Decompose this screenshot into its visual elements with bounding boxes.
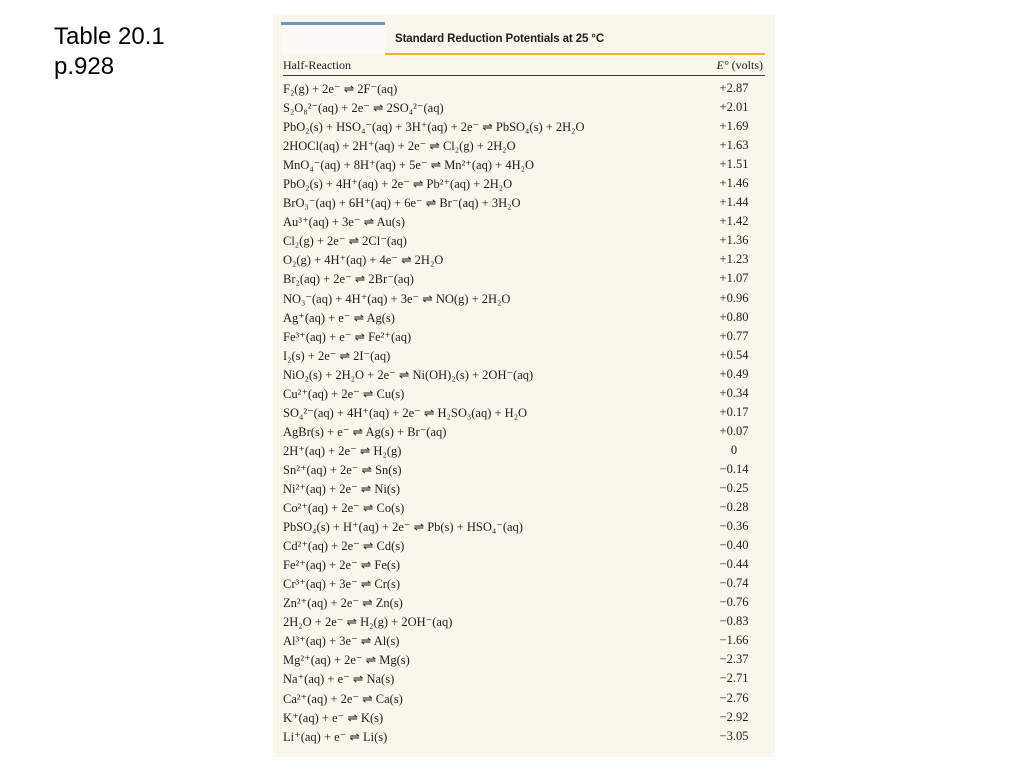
potential-cell: −1.66	[719, 633, 749, 648]
half-reaction-cell: Ni²⁺(aq) + 2e⁻ ⇌ Ni(s)	[283, 481, 401, 496]
potential-cell: +1.63	[719, 138, 749, 153]
potential-cell: −0.44	[719, 557, 749, 572]
half-reaction-cell: Al³⁺(aq) + 3e⁻ ⇌ Al(s)	[283, 634, 400, 649]
table-row	[283, 593, 765, 612]
potential-cell: −0.14	[719, 461, 749, 476]
potential-cell: −0.36	[719, 519, 749, 534]
half-reaction-cell: I₂(s) + 2e⁻ ⇌ 2I⁻(aq)	[283, 348, 391, 363]
half-reaction-cell: NiO₂(s) + 2H₂O + 2e⁻ ⇌ Ni(OH)₂(s) + 2OH⁻(aq)	[283, 367, 534, 382]
potential-cell: +0.54	[719, 347, 749, 362]
table-row	[283, 231, 765, 250]
table-row	[283, 346, 765, 365]
page-reference: p.928	[54, 53, 115, 80]
title-tab	[281, 22, 385, 55]
potential-cell: −2.92	[719, 709, 749, 724]
half-reaction-cell: PbO₂(s) + HSO₄⁻(aq) + 3H⁺(aq) + 2e⁻ ⇌ PbSO₄(s) + 2H₂O	[283, 120, 585, 135]
table-title-bar	[281, 22, 765, 56]
table-row	[283, 212, 765, 231]
table-row	[283, 384, 765, 403]
table-row	[283, 79, 765, 98]
half-reaction-cell: BrO₃⁻(aq) + 6H⁺(aq) + 6e⁻ ⇌ Br⁻(aq) + 3H₂O	[283, 196, 521, 211]
table-body	[283, 79, 765, 746]
half-reaction-cell: PbSO₄(s) + H⁺(aq) + 2e⁻ ⇌ Pb(s) + HSO₄⁻(aq)	[283, 520, 523, 535]
slide-caption	[54, 22, 254, 82]
table-row	[283, 555, 765, 574]
potential-cell: 0	[730, 442, 738, 457]
table-row	[283, 308, 765, 327]
half-reaction-cell: Cr³⁺(aq) + 3e⁻ ⇌ Cr(s)	[283, 577, 401, 592]
table-row	[283, 631, 765, 650]
half-reaction-cell: Fe³⁺(aq) + e⁻ ⇌ Fe²⁺(aq)	[283, 329, 412, 344]
table-row	[283, 498, 765, 517]
potential-cell: +0.96	[719, 290, 749, 305]
table-row	[283, 460, 765, 479]
potential-cell: −0.25	[719, 480, 749, 495]
half-reaction-cell: Cd²⁺(aq) + 2e⁻ ⇌ Cd(s)	[283, 539, 405, 554]
table-row	[283, 289, 765, 308]
potential-cell: +1.51	[719, 157, 749, 172]
table-row	[283, 327, 765, 346]
potential-unit: (volts)	[731, 58, 763, 72]
table-row	[283, 441, 765, 460]
half-reaction-cell: S₂O₈²⁻(aq) + 2e⁻ ⇌ 2SO₄²⁻(aq)	[283, 101, 444, 116]
half-reaction-cell: 2H₂O + 2e⁻ ⇌ H₂(g) + 2OH⁻(aq)	[283, 615, 453, 630]
half-reaction-cell: Zn²⁺(aq) + 2e⁻ ⇌ Zn(s)	[283, 596, 403, 611]
half-reaction-cell: Cu²⁺(aq) + 2e⁻ ⇌ Cu(s)	[283, 386, 405, 401]
half-reaction-cell: MnO₄⁻(aq) + 8H⁺(aq) + 5e⁻ ⇌ Mn²⁺(aq) + 4H₂O	[283, 158, 534, 173]
potential-cell: +0.80	[719, 309, 749, 324]
half-reaction-cell: Mg²⁺(aq) + 2e⁻ ⇌ Mg(s)	[283, 653, 410, 668]
half-reaction-cell: Sn²⁺(aq) + 2e⁻ ⇌ Sn(s)	[283, 462, 402, 477]
half-reaction-cell: Li⁺(aq) + e⁻ ⇌ Li(s)	[283, 729, 388, 744]
potential-cell: +2.87	[719, 81, 749, 95]
reduction-potentials-table	[273, 15, 775, 757]
half-reaction-cell: F₂(g) + 2e⁻ ⇌ 2F⁻(aq)	[283, 82, 398, 96]
potential-cell: +1.46	[719, 176, 749, 191]
potential-cell: +0.77	[719, 328, 749, 343]
table-row	[283, 250, 765, 269]
table-row	[283, 517, 765, 536]
half-reaction-cell: 2H⁺(aq) + 2e⁻ ⇌ H₂(g)	[283, 443, 402, 458]
potential-cell: −0.76	[719, 595, 749, 610]
potential-cell: −2.76	[719, 690, 749, 705]
table-row	[283, 174, 765, 193]
potential-cell: +1.69	[719, 119, 749, 134]
half-reaction-cell: Co²⁺(aq) + 2e⁻ ⇌ Co(s)	[283, 501, 405, 516]
table-row	[283, 708, 765, 727]
potential-cell: −3.05	[719, 728, 749, 743]
potential-cell: −2.71	[719, 671, 749, 686]
half-reaction-cell: Ag⁺(aq) + e⁻ ⇌ Ag(s)	[283, 310, 395, 325]
table-row	[283, 422, 765, 441]
potential-cell: −0.74	[719, 576, 749, 591]
half-reaction-cell: Fe²⁺(aq) + 2e⁻ ⇌ Fe(s)	[283, 558, 401, 573]
half-reaction-cell: 2HOCl(aq) + 2H⁺(aq) + 2e⁻ ⇌ Cl₂(g) + 2H₂O	[283, 139, 516, 154]
half-reaction-cell: SO₄²⁻(aq) + 4H⁺(aq) + 2e⁻ ⇌ H₂SO₃(aq) + H₂O	[283, 405, 528, 420]
potential-cell: +2.01	[719, 100, 749, 115]
half-reaction-header: Half-Reaction	[283, 58, 351, 72]
potential-cell: +0.49	[719, 366, 749, 381]
potential-cell: +1.07	[719, 271, 749, 286]
potential-cell: +1.36	[719, 233, 749, 248]
half-reaction-cell: Cl₂(g) + 2e⁻ ⇌ 2Cl⁻(aq)	[283, 234, 407, 249]
table-row	[283, 155, 765, 174]
potential-cell: −0.83	[719, 614, 749, 629]
table-row	[283, 612, 765, 631]
potential-cell: +1.44	[719, 195, 749, 210]
half-reaction-cell: Br₂(aq) + 2e⁻ ⇌ 2Br⁻(aq)	[283, 272, 414, 287]
table-header	[283, 55, 765, 76]
table-row	[283, 98, 765, 117]
half-reaction-cell: Au³⁺(aq) + 3e⁻ ⇌ Au(s)	[283, 215, 405, 230]
half-reaction-cell: Ca²⁺(aq) + 2e⁻ ⇌ Ca(s)	[283, 691, 403, 706]
potential-cell: +0.07	[719, 423, 749, 438]
half-reaction-cell: AgBr(s) + e⁻ ⇌ Ag(s) + Br⁻(aq)	[283, 424, 447, 439]
table-row	[283, 669, 765, 688]
half-reaction-cell: Na⁺(aq) + e⁻ ⇌ Na(s)	[283, 672, 395, 687]
table-row	[283, 365, 765, 384]
table-number: Table 20.1	[54, 23, 165, 50]
half-reaction-cell: NO₃⁻(aq) + 4H⁺(aq) + 3e⁻ ⇌ NO(g) + 2H₂O	[283, 291, 511, 306]
half-reaction-cell: K⁺(aq) + e⁻ ⇌ K(s)	[283, 710, 384, 725]
potential-cell: −0.28	[719, 500, 749, 515]
table-title: Standard Reduction Potentials at 25 °C	[395, 33, 605, 45]
table-row	[283, 403, 765, 422]
table-row	[283, 727, 765, 746]
potential-header	[717, 58, 763, 73]
potential-cell: −2.37	[719, 652, 749, 667]
table-row	[283, 536, 765, 555]
half-reaction-cell: PbO₂(s) + 4H⁺(aq) + 2e⁻ ⇌ Pb²⁺(aq) + 2H₂O	[283, 177, 513, 192]
table-row	[283, 193, 765, 212]
potential-cell: +0.34	[719, 385, 749, 400]
table-row	[283, 136, 765, 155]
potential-cell: +1.23	[719, 252, 749, 267]
table-row	[283, 650, 765, 669]
table-row	[283, 689, 765, 708]
potential-cell: −0.40	[719, 538, 749, 553]
potential-cell: +1.42	[719, 214, 749, 229]
table-row	[283, 479, 765, 498]
half-reaction-cell: O₂(g) + 4H⁺(aq) + 4e⁻ ⇌ 2H₂O	[283, 253, 444, 268]
table-row	[283, 269, 765, 288]
table-row	[283, 117, 765, 136]
table-row	[283, 574, 765, 593]
potential-symbol: E°	[716, 58, 729, 72]
potential-cell: +0.17	[719, 404, 749, 419]
